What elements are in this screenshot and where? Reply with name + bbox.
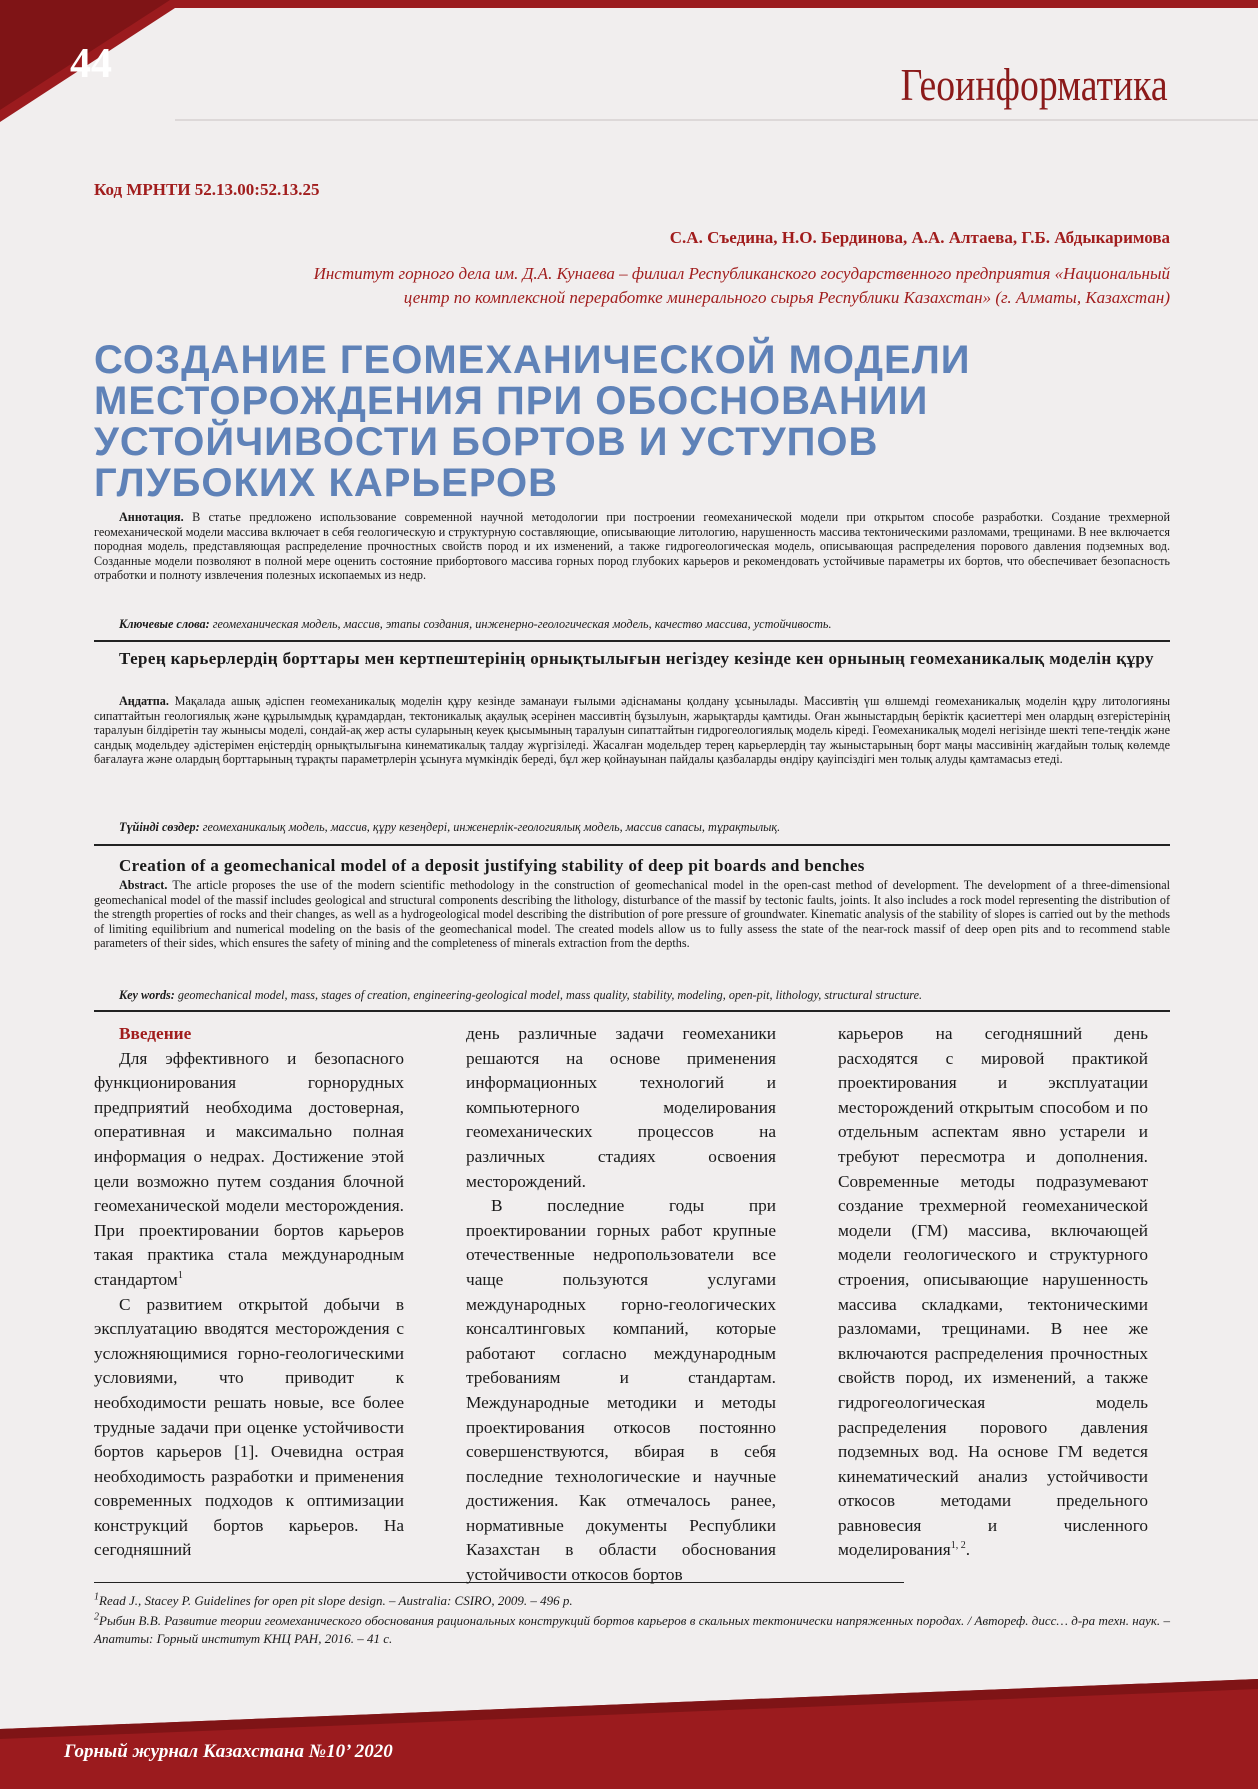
keywords-en-text: geomechanical model, mass, stages of creation, engineering-geological model, mass quality, stability, modeling, open-pit, lithology, structural structure.	[177, 988, 923, 1002]
affiliation-line: центр по комплексной переработке минерального сырья Республики Казахстан» (г. Алматы, Казахстан)	[403, 288, 1170, 307]
footnote-divider	[94, 1582, 904, 1583]
mrnti-code: Код МРНТИ 52.13.00:52.13.25	[94, 180, 320, 199]
paragraph	[838, 1022, 1148, 1563]
affiliation-line: Институт горного дела им. Д.А. Кунаева – филиал Республиканского государственного предприятия «Национальный	[313, 264, 1170, 283]
title-en: Creation of a geomechanical model of a deposit justifying stability of deep pit boards and benches	[119, 856, 865, 875]
page-number: 44	[70, 41, 112, 87]
divider	[94, 1010, 1170, 1012]
paragraph: С развитием открытой добычи в эксплуатацию вводятся месторождения с усложняющимися горно-геологическими условиями, что приводит к необходимости решать новые, все более трудные задачи при оценке устойчивости бортов карьеров [1]. Очевидна острая необходимость разработки и применения современных подходов к оптимизации конструкций бортов карьеров. На сегодняшний	[94, 1294, 404, 1560]
abstract-en	[94, 878, 1170, 951]
footnote-text: Рыбин В.В. Развитие теории геомеханического обоснования рациональных конструкций бортов карьеров в скальных тектонически напряженных породах. / Автореф. дисс… д-ра техн. наук. – Апатиты: Горный институт КНЦ РАН, 2016. – 41 с.	[94, 1613, 1170, 1646]
abstract-kz-label: Аңдатпа.	[119, 694, 169, 708]
keywords-kz-label: Түйінді сөздер:	[119, 820, 200, 834]
paragraph-text: Для эффективного и безопасного функционирования горнорудных предприятий необходима достоверная, оперативная и максимально полная информация о недрах. Достижение этой цели возможно путем создания блочной геомеханической модели месторождения. При проектировании бортов карьеров такая практика стала международным стандартом	[94, 1048, 404, 1289]
body-column-1	[94, 1022, 404, 1563]
keywords-ru-text: геомеханическая модель, массив, этапы создания, инженерно-геологическая модель, качество массива, устойчивость.	[212, 617, 832, 631]
footer-band	[0, 1679, 1258, 1789]
authors: С.А. Съедина, Н.О. Бердинова, А.А. Алтаева, Г.Б. Абдыкаримова	[669, 228, 1170, 247]
keywords-kz-text: геомеханикалық модель, массив, құру кезеңдері, инженерлік-геологиялық модель, массив сапасы, тұрақтылық.	[202, 820, 781, 834]
footnote-2	[94, 1612, 1170, 1648]
footnote-number: 2	[94, 1611, 99, 1623]
section-title: Геоинформатика	[900, 59, 1168, 110]
journal-name: Горный журнал Казахстана №10’ 2020	[64, 1741, 393, 1762]
title-line: ГЛУБОКИХ КАРЬЕРОВ	[94, 461, 559, 505]
abstract-kz-text: Мақалада ашық әдіспен геомеханикалық моделін құру кезінде заманауи ғылыми әдіснаманы қолдану ұсынылады. Массивтің үш өлшемді геомеханикалық моделін құру литологияны сипаттайтын геологиялық және құрылымдық құрамдардан, тектоникалық ақаулық әсерінен массивтің бұзылуын, жарықтарды қамтиды. Оған жыныстардың беріктік қасиеттері мен олардың өзгерістерінің таралуын білдіретін тау жынысы моделі, сондай-ақ жер асты суларының кеуек қысымының таралуын сипаттайтын гидрогеологиялық модель кіреді. Геомеханикалық моделі негізінде шекті тепе-теңдік және сандық модельдеу әдістерімен еңістердің орнықтылығына кинематикалық талдау жүргізіледі. Жасалған модельдер терең карьерлердің тау жыныстарының борт маңы массивінің жағдайын толық көлемде бағалауға және олардың борттарының тұрақты параметрлерін ұсынуға мүмкіндік береді, бұл жер қойнауынан пайдалы қазбаларды өндіру қауіпсіздігі мен толық алуды қамтамасыз етеді.	[94, 694, 1171, 767]
abstract-kz	[94, 694, 1170, 767]
divider	[94, 844, 1170, 846]
abstract-ru-text: В статье предложено использование современной научной методологии при построении геомеханической модели при открытом способе разработки. Создание трехмерной геомеханической модели массива включает в себя геологическую и структурную составляющие, описывающие литологию, нарушенность массива тектоническими разломами, трещинами. В нее включается породная модель, представляющая распределение прочностных свойств пород и их изменений, а также гидрогеологическая модель, описывающая распределения порового давления подземных вод. Созданные модели позволяют в полной мере оценить состояние прибортового массива горных пород глубоких карьеров и рекомендовать устойчивые параметры их бортов, что обеспечивает безопасность отработки и полноту извлечения полезных ископаемых из недр.	[94, 510, 1171, 583]
keywords-ru-label: Ключевые слова:	[119, 617, 210, 631]
footnote-ref: 1, 2	[950, 1540, 966, 1552]
abstract-en-label: Abstract.	[119, 878, 168, 892]
body-column-2	[466, 1022, 776, 1588]
title-line: СОЗДАНИЕ ГЕОМЕХАНИЧЕСКОЙ МОДЕЛИ	[94, 338, 971, 382]
keywords-kz	[94, 820, 1170, 835]
keywords-ru	[94, 617, 1170, 632]
footnote-1	[94, 1592, 1170, 1610]
paragraph: В последние годы при проектировании горных работ крупные отечественные недропользователи все чаще пользуются услугами международных горно-геологических консалтинговых компаний, которые работают согласно международным требованиям и стандартам. Международные методики и методы проектирования откосов постоянно совершенствуются, вбирая в себя последние технологические и научные достижения. Как отмечалось ранее, нормативные документы Республики Казахстан в области обоснования устойчивости откосов бортов	[466, 1196, 776, 1585]
footnote-number: 1	[94, 1591, 99, 1603]
keywords-en	[94, 988, 1170, 1003]
paragraph-end: .	[965, 1540, 971, 1560]
keywords-en-label: Key words:	[119, 988, 175, 1002]
abstract-en-text: The article proposes the use of the modern scientific methodology in the construction of geomechanical model in the open-cast method of development. The development of a three-dimensional geomechanical model of the massif includes geological and structural components describing the lithology, disturbance of the massif by tectonic faults, joints. It also includes a rock model representing the distribution of the strength properties of rocks and their changes, as well as a hydrogeological model describing the distribution of pore pressure of groundwater. Kinematic analysis of the stability of slopes is carried out by the methods of limiting equilibrium and numerical modeling on the basis of the geomechanical model. The created models allow us to fully assess the state of the near-rock massif of deep open pits and to recommend stable parameters of their sides, which ensures the safety of mining and the completeness of minerals extraction from the depths.	[94, 878, 1170, 951]
title-line: УСТОЙЧИВОСТИ БОРТОВ И УСТУПОВ	[94, 420, 879, 464]
paragraph: день различные задачи геомеханики решаются на основе применения информационных технологий и компьютерного моделирования геомеханических процессов на различных стадиях освоения месторождений.	[466, 1024, 776, 1191]
abstract-ru	[94, 510, 1170, 583]
divider	[94, 640, 1170, 642]
footnote-text: Read J., Stacey P. Guidelines for open pit slope design. – Australia: CSIRO, 2009. – 496 p.	[99, 1593, 573, 1608]
title-kz: Терең карьерлердің борттары мен кертпештерінің орнықтылығын негіздеу кезінде кен орнының геомеханикалық моделін құру	[119, 649, 1154, 668]
article-title	[94, 340, 1198, 504]
body-column-3	[838, 1022, 1148, 1563]
intro-heading: Введение	[119, 1024, 192, 1043]
paragraph-text: карьеров на сегодняшний день расходятся с мировой практикой проектирования и эксплуатации месторождений открытым способом и по отдельным аспектам явно устарели и требуют пересмотра и дополнения. Современные методы подразумевают создание трехмерной геомеханической модели (ГМ) массива, включающей модели геологического и структурного строения, описывающие нарушенность массива складками, тектоническими разломами, трещинами. В нее же включаются распределения прочностных свойств пород, их изменений, а также гидрогеологическая модель распределения порового давления подземных вод. На основе ГМ ведется кинематический анализ устойчивости откосов методами предельного равновесия и численного моделирования	[838, 1024, 1148, 1560]
footnote-ref: 1	[177, 1270, 183, 1282]
abstract-ru-label: Аннотация.	[119, 510, 184, 524]
title-line: МЕСТОРОЖДЕНИЯ ПРИ ОБОСНОВАНИИ	[94, 379, 929, 423]
paragraph	[94, 1047, 404, 1293]
affiliation	[94, 262, 1170, 310]
